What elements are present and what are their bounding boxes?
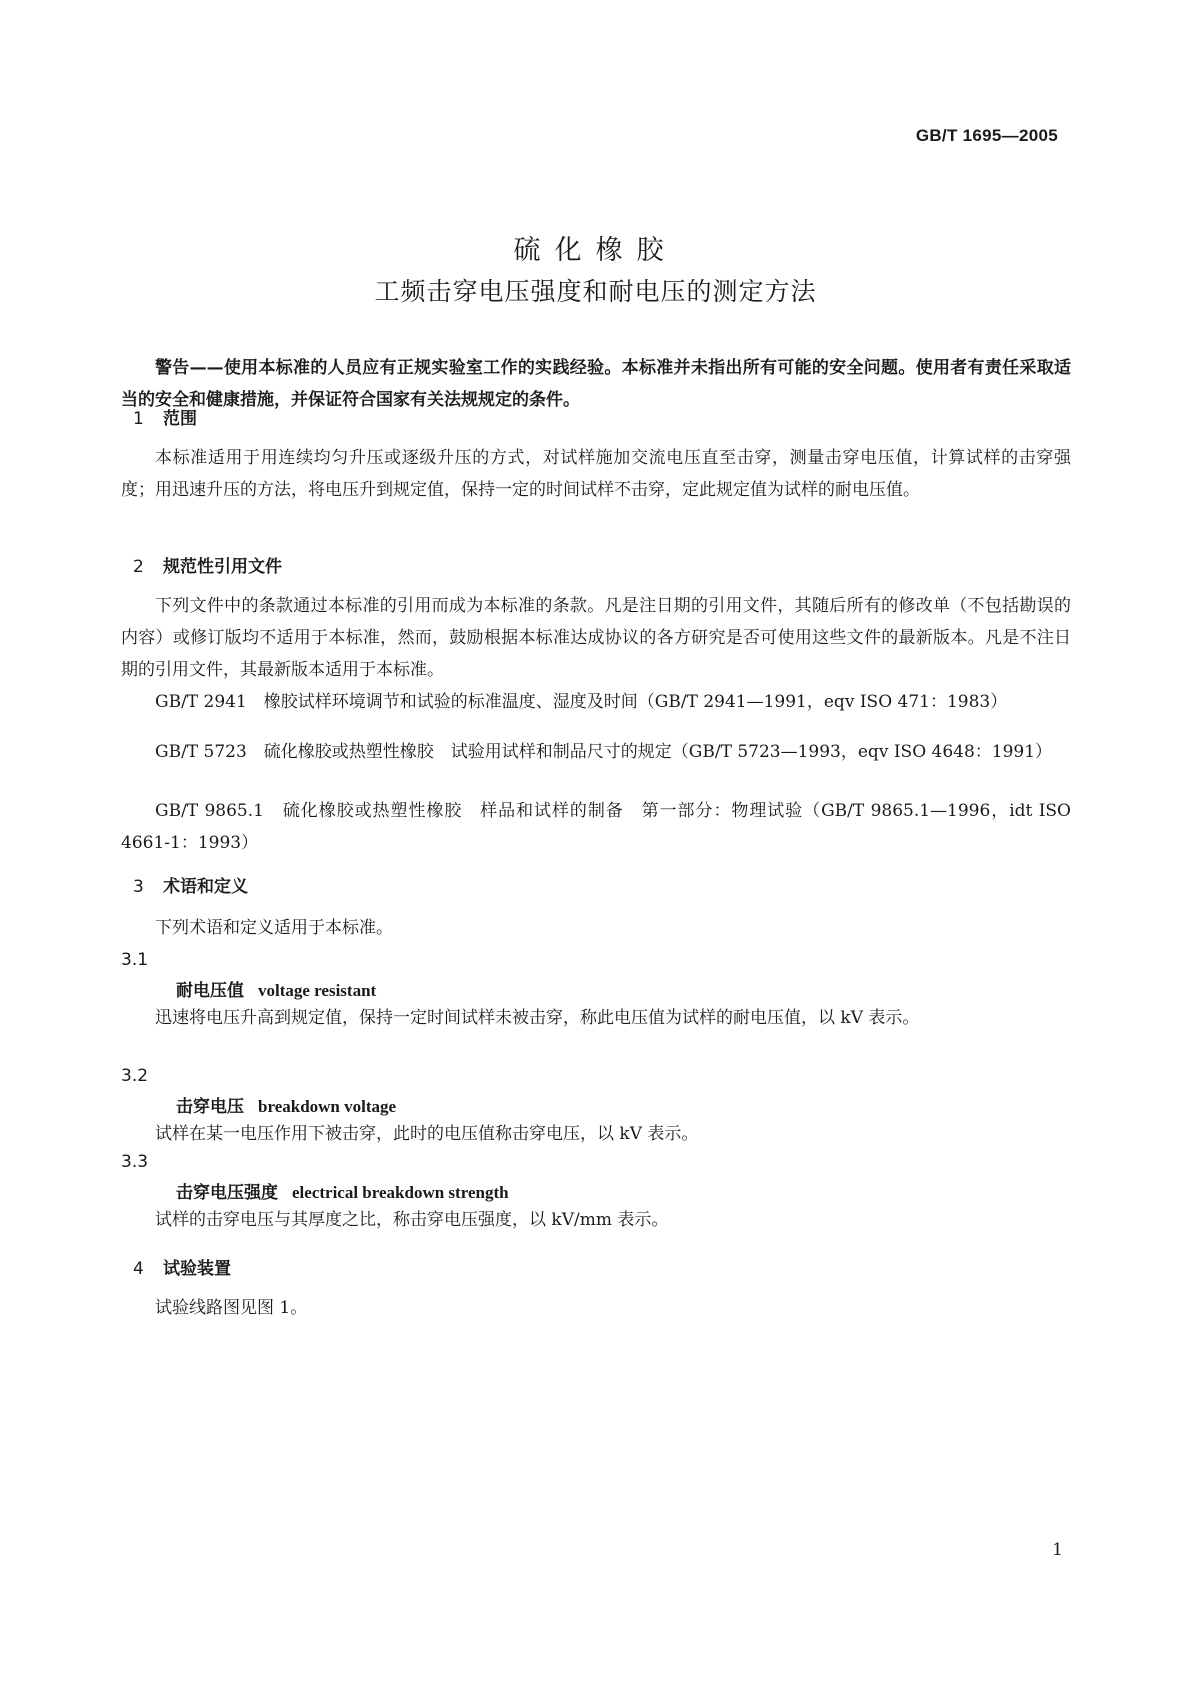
section-title: 范围	[163, 409, 197, 429]
section-4-text: 试验线路图见图 1。	[155, 1298, 308, 1318]
section-1-heading	[133, 404, 197, 429]
document-title-line2: 工频击穿电压强度和耐电压的测定方法	[374, 277, 817, 306]
section-title: 试验装置	[163, 1259, 231, 1279]
reference-item: GB/T 9865.1 硫化橡胶或热塑性橡胶 样品和试样的制备 第一部分：物理试验（GB/T 9865.1—1996，idt ISO 4661-1：1993）	[121, 801, 1071, 853]
section-3-heading	[133, 872, 248, 897]
section-2-heading	[133, 552, 282, 577]
term-cn: 击穿电压	[176, 1097, 244, 1117]
section-number: 2	[133, 557, 144, 577]
page-number: 1	[1052, 1540, 1063, 1560]
term-cn: 耐电压值	[176, 981, 244, 1001]
term-number: 3.2	[121, 1066, 149, 1086]
term-en: voltage resistant	[258, 981, 377, 1000]
section-number: 1	[133, 409, 144, 429]
reference-item: GB/T 2941 橡胶试样环境调节和试验的标准温度、湿度及时间（GB/T 2941—1991，eqv ISO 471：1983）	[155, 692, 1008, 712]
section-title: 规范性引用文件	[163, 557, 282, 577]
term-heading	[176, 1092, 396, 1117]
reference-item: GB/T 5723 硫化橡胶或热塑性橡胶 试验用试样和制品尺寸的规定（GB/T 5723—1993，eqv ISO 4648：1991）	[155, 742, 1053, 762]
term-number: 3.3	[121, 1152, 149, 1172]
section-number: 4	[133, 1259, 144, 1279]
standard-number: GB/T 1695—2005	[915, 126, 1058, 145]
term-en: electrical breakdown strength	[292, 1183, 509, 1202]
term-heading	[176, 976, 376, 1001]
term-en: breakdown voltage	[258, 1097, 397, 1116]
term-definition: 试样的击穿电压与其厚度之比，称击穿电压强度，以 kV/mm 表示。	[155, 1210, 669, 1230]
section-3-text: 下列术语和定义适用于本标准。	[155, 918, 393, 938]
section-4-heading	[133, 1254, 231, 1279]
term-number: 3.1	[121, 950, 149, 970]
term-cn: 击穿电压强度	[176, 1183, 278, 1203]
section-title: 术语和定义	[163, 877, 248, 897]
document-title-line1: 硫化橡胶	[513, 235, 678, 266]
term-heading	[176, 1178, 509, 1203]
warning-paragraph: 警告——使用本标准的人员应有正规实验室工作的实践经验。本标准并未指出所有可能的安全问题。使用者有责任采取适当的安全和健康措施，并保证符合国家有关法规规定的条件。	[121, 358, 1071, 410]
section-1-text: 本标准适用于用连续均匀升压或逐级升压的方式，对试样施加交流电压直至击穿，测量击穿电压值，计算试样的击穿强度；用迅速升压的方法，将电压升到规定值，保持一定的时间试样不击穿，定此规定值为试样的耐电压值。	[121, 448, 1071, 500]
section-number: 3	[133, 877, 144, 897]
section-2-text: 下列文件中的条款通过本标准的引用而成为本标准的条款。凡是注日期的引用文件，其随后所有的修改单（不包括勘误的内容）或修订版均不适用于本标准，然而，鼓励根据本标准达成协议的各方研究是否可使用这些文件的最新版本。凡是不注日期的引用文件，其最新版本适用于本标准。	[121, 596, 1071, 680]
term-definition: 迅速将电压升高到规定值，保持一定时间试样未被击穿，称此电压值为试样的耐电压值，以 kV 表示。	[155, 1008, 920, 1028]
term-definition: 试样在某一电压作用下被击穿，此时的电压值称击穿电压，以 kV 表示。	[155, 1124, 699, 1144]
